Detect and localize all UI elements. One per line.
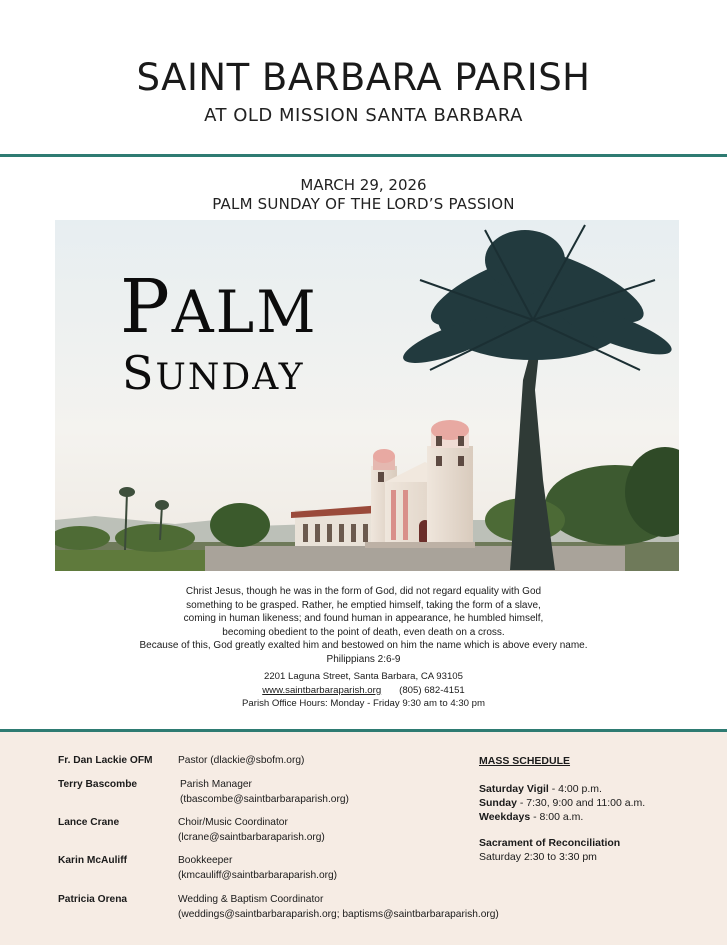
staff-email: (tbascombe@saintbarbaraparish.org) [180, 793, 349, 805]
parish-name: SAINT BARBARA PARISH [136, 56, 591, 99]
staff-email: (kmcauliff@saintbarbaraparish.org) [178, 869, 338, 881]
feast-title: PALM SUNDAY OF THE LORD’S PASSION [212, 195, 515, 213]
scripture-line: Christ Jesus, though he was in the form of God, did not regard equality with God [185, 586, 542, 597]
mass-schedule-title: MASS SCHEDULE [479, 755, 571, 767]
scripture-citation: Philippians 2:6-9 [326, 653, 401, 665]
saturday-vigil-time: - 4:00 p.m. [548, 783, 602, 795]
scripture-line: something to be grasped. Rather, he emptied himself, taking the form of a slave, [186, 599, 541, 611]
sunday-time: - 7:30, 9:00 and 11:00 a.m. [516, 797, 646, 809]
staff-name: Karin McAuliff [58, 855, 128, 866]
bulletin-date: MARCH 29, 2026 [300, 176, 427, 194]
saturday-vigil-line [479, 782, 709, 796]
reconciliation-time: Saturday 2:30 to 3:30 pm [479, 851, 597, 863]
bulletin-header [0, 0, 727, 156]
staff-footer [0, 732, 727, 945]
mass-schedule [479, 754, 709, 864]
title-initial-p: P [120, 264, 172, 350]
parish-subtitle: AT OLD MISSION SANTA BARBARA [204, 105, 523, 126]
palm-sunday-title [120, 264, 318, 400]
cover-photo [55, 220, 679, 571]
weekdays-line [479, 810, 709, 824]
top-divider [0, 154, 727, 157]
staff-email: (weddings@saintbarbaraparish.org; baptisms@saintbarbaraparish.org) [178, 908, 499, 920]
office-hours: Parish Office Hours: Monday - Friday 9:30 am to 4:30 pm [242, 698, 485, 710]
saturday-vigil-label: Saturday Vigil [479, 783, 549, 795]
staff-role: Pastor (dlackie@sbofm.org) [178, 755, 305, 766]
title-initial-s: S [122, 346, 156, 400]
sunday-line [479, 796, 709, 810]
scripture-line: becoming obedient to the point of death, even death on a cross. [222, 626, 505, 638]
staff-name: Fr. Dan Lackie OFM [58, 755, 153, 766]
title-rest-alm: ALM [171, 278, 318, 346]
parish-contact [0, 670, 727, 711]
weekdays-time: - 8:00 a.m. [530, 811, 584, 823]
staff-name: Patricia Orena [58, 894, 128, 905]
staff-role: Bookkeeper [178, 855, 233, 866]
parish-phone: (805) 682-4151 [399, 684, 465, 696]
scripture-passage [0, 585, 727, 667]
sunday-label: Sunday [479, 797, 517, 809]
staff-role: Choir/Music Coordinator [178, 817, 288, 828]
parish-website-link[interactable]: www.saintbarbaraparish.org [262, 684, 382, 696]
reconciliation-title: Sacrament of Reconciliation [479, 837, 621, 849]
staff-name: Lance Crane [58, 817, 120, 828]
scripture-line: Because of this, God greatly exalted him and bestowed on him the name which is above every name. [139, 640, 588, 652]
staff-name: Terry Bascombe [58, 779, 138, 790]
staff-email: (lcrane@saintbarbaraparish.org) [178, 831, 325, 843]
title-rest-unday: UNDAY [155, 357, 305, 398]
parish-address: 2201 Laguna Street, Santa Barbara, CA 93105 [264, 671, 463, 682]
weekdays-label: Weekdays [479, 811, 531, 823]
staff-role: Wedding & Baptism Coordinator [178, 894, 324, 905]
staff-role: Parish Manager [180, 779, 252, 790]
scripture-line: coming in human likeness; and found human in appearance, he humbled himself, [183, 613, 544, 625]
